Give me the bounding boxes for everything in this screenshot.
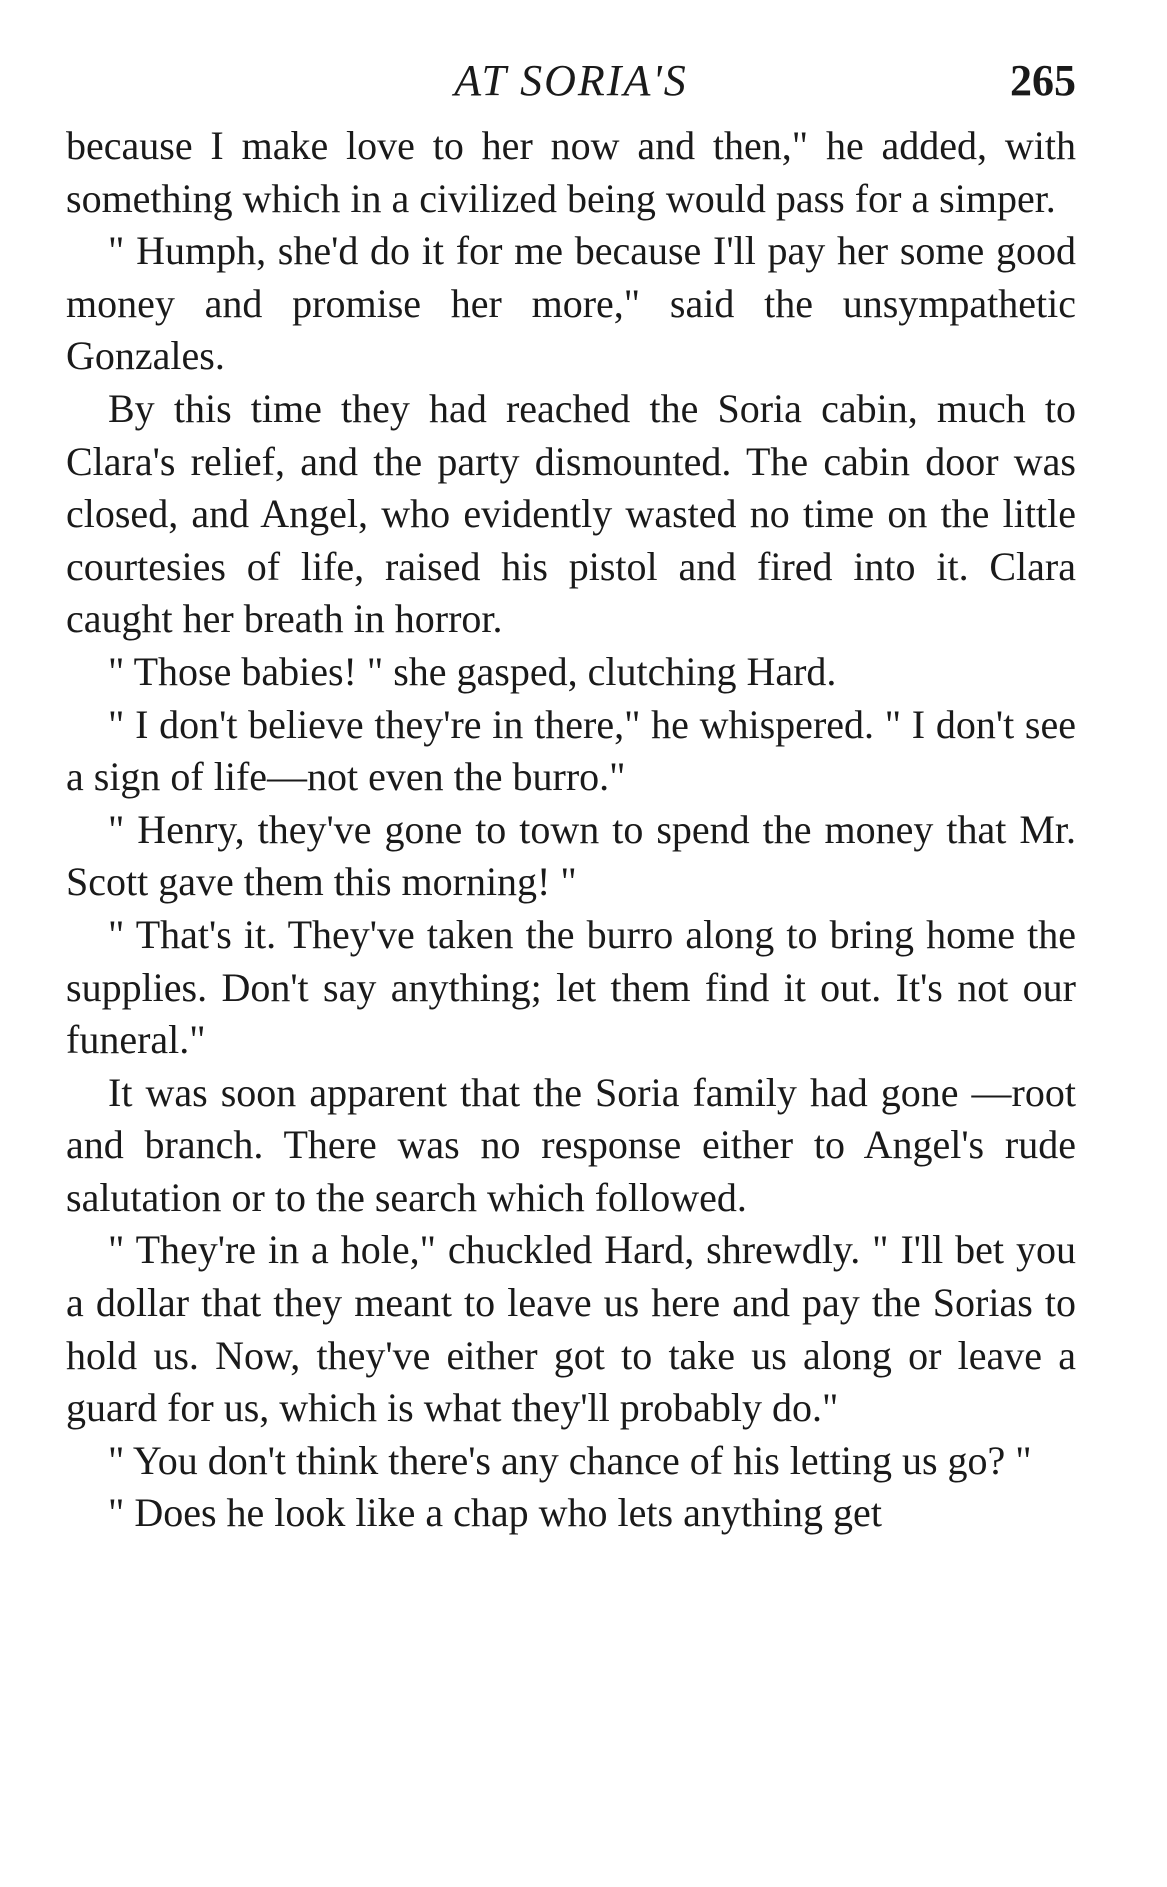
paragraph: " Those babies! " she gasped, clutching Hard. bbox=[108, 648, 837, 694]
paragraph: " That's it. They've taken the burro along to bring home the supplies. Don't say anything; let them find it out. It's not our funeral." bbox=[66, 911, 1076, 1063]
paragraph-continued: because I make love to her now and then," he added, with something which in a civilized being would pass for a simper. bbox=[66, 123, 1076, 221]
page-number: 265 bbox=[1010, 56, 1076, 105]
body-text bbox=[66, 120, 1076, 1540]
book-page bbox=[66, 0, 1076, 1540]
paragraph: It was soon apparent that the Soria family had gone —root and branch. There was no response either to Angel's rude salutation or to the search which followed. bbox=[66, 1069, 1076, 1220]
paragraph: " They're in a hole," chuckled Hard, shrewdly. " I'll bet you a dollar that they meant to leave us here and pay the Sorias to hold us. Now, they've either got to take us along or leave a guard for us, which is what they'll probably do." bbox=[66, 1227, 1076, 1431]
paragraph: " Henry, they've gone to town to spend the money that Mr. Scott gave them this morning! " bbox=[66, 806, 1076, 905]
paragraph: " I don't believe they're in there," he whispered. " I don't see a sign of life—not even the burro." bbox=[66, 701, 1076, 800]
paragraph: " Humph, she'd do it for me because I'll pay her some good money and promise her more," said the unsympathetic Gonzales. bbox=[66, 228, 1076, 379]
paragraph: By this time they had reached the Soria cabin, much to Clara's relief, and the party dismounted. The cabin door was closed, and Angel, who evidently wasted no time on the little courtesies of life, raised his pistol and fired into it. Clara caught her breath in horror. bbox=[66, 385, 1076, 642]
running-header bbox=[66, 0, 1076, 120]
paragraph: " You don't think there's any chance of his letting us go? " bbox=[108, 1437, 1032, 1483]
paragraph: " Does he look like a chap who lets anything get bbox=[108, 1490, 882, 1536]
running-title: AT SORIA'S bbox=[454, 56, 688, 105]
